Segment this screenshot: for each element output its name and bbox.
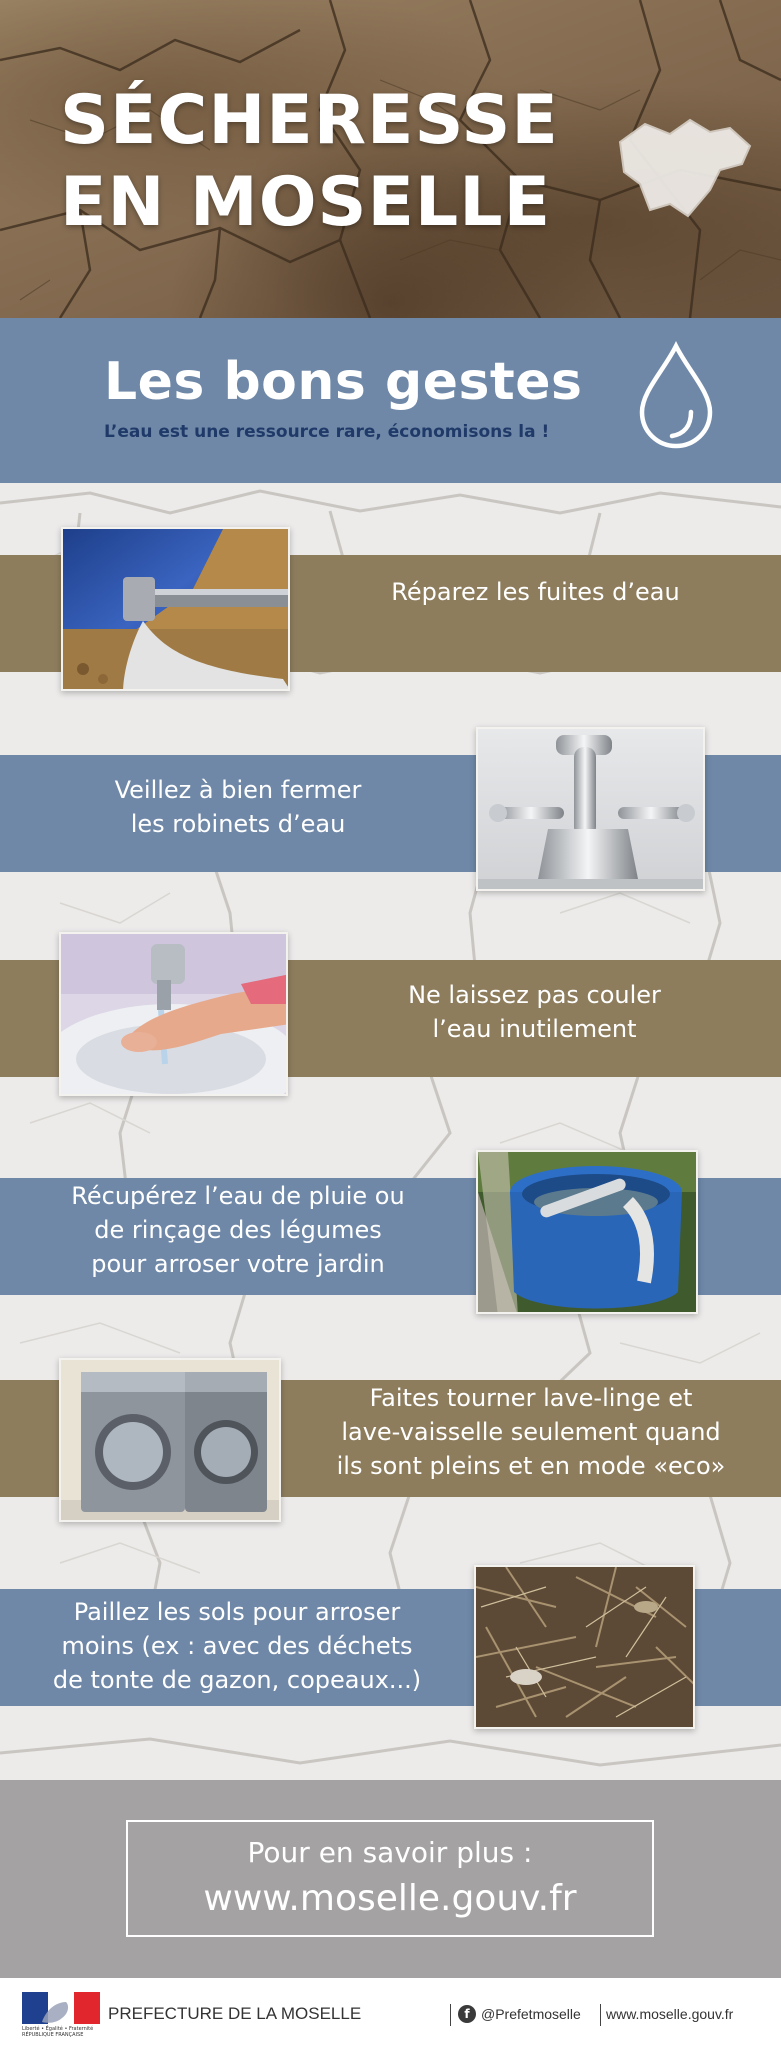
more-info-url[interactable]: www.moselle.gouv.fr: [203, 1878, 577, 1919]
leaking-pipe-photo: [61, 527, 290, 691]
tap-photo: [476, 727, 705, 891]
hand-washing-photo: [59, 932, 288, 1096]
water-drop-icon: [636, 340, 716, 450]
tip-text-4: Récupérez l’eau de pluie ou de rinçage des légumes pour arroser votre jardin: [71, 1182, 405, 1278]
footer-divider-1: [450, 2004, 451, 2026]
more-info-label: Pour en savoir plus :: [247, 1836, 533, 1869]
footer-divider-2: [600, 2004, 601, 2026]
tip-text-6: Paillez les sols pour arroser moins (ex : avec des déchets de tonte de gazon, copeaux...): [52, 1598, 422, 1694]
washing-machine-photo: [59, 1358, 281, 1522]
footer-url[interactable]: www.moselle.gouv.fr: [606, 2006, 734, 2022]
marianne-logo-icon: [22, 1992, 100, 2024]
banner-title: Les bons gestes: [104, 352, 583, 412]
tip-text-3: Ne laissez pas couler l’eau inutilement: [408, 981, 661, 1043]
banner-subtitle: L’eau est une ressource rare, économisons la !: [104, 422, 550, 442]
hero-title-line1: SÉCHERESSE: [60, 81, 559, 160]
marianne-caption: Liberté • Égalité • Fraternité RÉPUBLIQUE FRANÇAISE: [22, 2026, 94, 2038]
footer: [0, 1978, 781, 2048]
rain-barrel-photo: [476, 1150, 698, 1314]
tip-text-2: Veillez à bien fermer les robinets d’eau: [114, 776, 362, 838]
hero-title: [60, 80, 559, 244]
more-info-section: [0, 1780, 781, 1978]
moselle-map-icon: [610, 112, 760, 222]
prefecture-name: PREFECTURE DE LA MOSELLE: [108, 2004, 362, 2023]
tip-text-5: Faites tourner lave-linge et lave-vaisselle seulement quand ils sont pleins et en mode «eco»: [336, 1384, 726, 1480]
tip-text-1: Réparez les fuites d’eau: [391, 578, 680, 606]
tips-section: [0, 483, 781, 1780]
more-info-box[interactable]: [126, 1820, 654, 1937]
good-practices-banner: [0, 318, 781, 483]
mulch-photo: [474, 1565, 695, 1729]
facebook-icon[interactable]: f: [458, 2005, 476, 2023]
hero-section: [0, 0, 781, 318]
facebook-handle[interactable]: @Prefetmoselle: [481, 2006, 581, 2022]
hero-title-line2: EN MOSELLE: [60, 163, 552, 242]
